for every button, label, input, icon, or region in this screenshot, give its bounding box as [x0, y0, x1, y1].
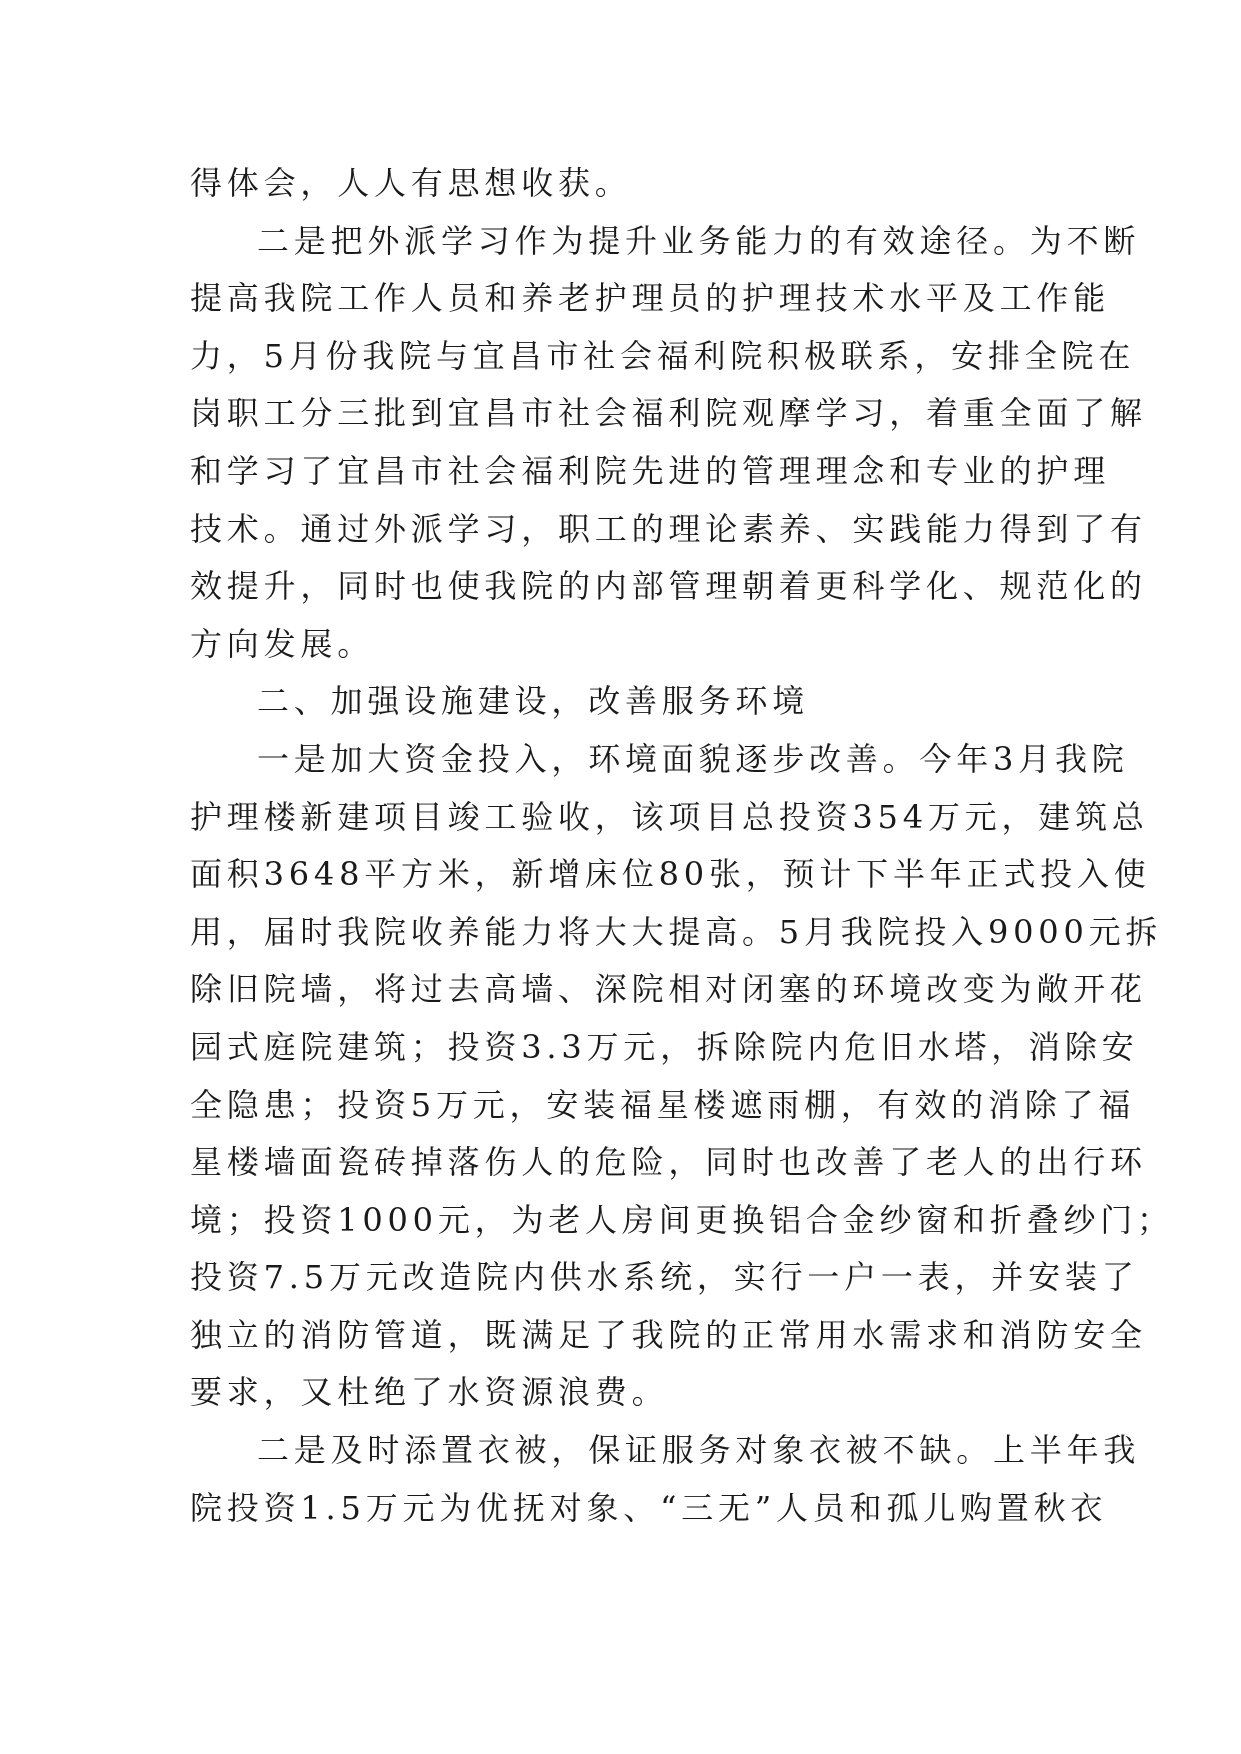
text-line: 面积3648平方米，新增床位80张，预计下半年正式投入使	[190, 855, 1151, 894]
text-line: 得体会，人人有思想收获。	[190, 164, 632, 202]
text-line: 技术。通过外派学习，职工的理论素养、实践能力得到了有	[190, 509, 1147, 548]
paragraph-start: 一是加大资金投入，环境面貌逐步改善。今年3月我院	[257, 739, 1129, 778]
text-line: 境；投资1000元，为老人房间更换铝合金纱窗和折叠纱门；	[190, 1200, 1174, 1239]
text-line: 方向发展。	[190, 624, 375, 663]
text-line: 除旧院墙，将过去高墙、深院相对闭塞的环境改变为敞开花	[190, 970, 1147, 1009]
text-line: 岗职工分三批到宜昌市社会福利院观摩学习，着重全面了解	[190, 394, 1147, 433]
text-line: 独立的消防管道，既满足了我院的正常用水需求和消防安全	[190, 1315, 1147, 1354]
paragraph-start: 二是把外派学习作为提升业务能力的有效途径。为不断	[257, 221, 1141, 260]
text-line: 效提升，同时也使我院的内部管理朝着更科学化、规范化的	[190, 567, 1147, 606]
text-line: 星楼墙面瓷砖掉落伤人的危险，同时也改善了老人的出行环	[190, 1143, 1147, 1182]
text-line: 和学习了宜昌市社会福利院先进的管理理念和专业的护理	[190, 451, 1111, 490]
document-body	[190, 155, 1174, 1537]
section-heading: 二、加强设施建设，改善服务环境	[257, 682, 810, 721]
text-line: 要求，又杜绝了水资源浪费。	[190, 1373, 669, 1412]
text-line: 提高我院工作人员和养老护理员的护理技术水平及工作能	[190, 279, 1111, 318]
text-line: 院投资1.5万元为优抚对象、“三无”人员和孤儿购置秋衣	[190, 1488, 1108, 1527]
text-line: 力，5月份我院与宜昌市社会福利院积极联系，安排全院在	[190, 336, 1136, 375]
text-line: 用，届时我院收养能力将大大提高。5月我院投入9000元拆	[190, 912, 1163, 951]
text-line: 护理楼新建项目竣工验收，该项目总投资354万元，建筑总	[190, 797, 1149, 836]
paragraph-start: 二是及时添置衣被，保证服务对象衣被不缺。上半年我	[257, 1431, 1141, 1470]
text-line: 全隐患；投资5万元，安装福星楼遮雨棚，有效的消除了福	[190, 1085, 1136, 1124]
text-line: 投资7.5万元改造院内供水系统，实行一户一表，并安装了	[190, 1258, 1139, 1297]
text-line: 园式庭院建筑；投资3.3万元，拆除院内危旧水塔，消除安	[190, 1027, 1139, 1066]
